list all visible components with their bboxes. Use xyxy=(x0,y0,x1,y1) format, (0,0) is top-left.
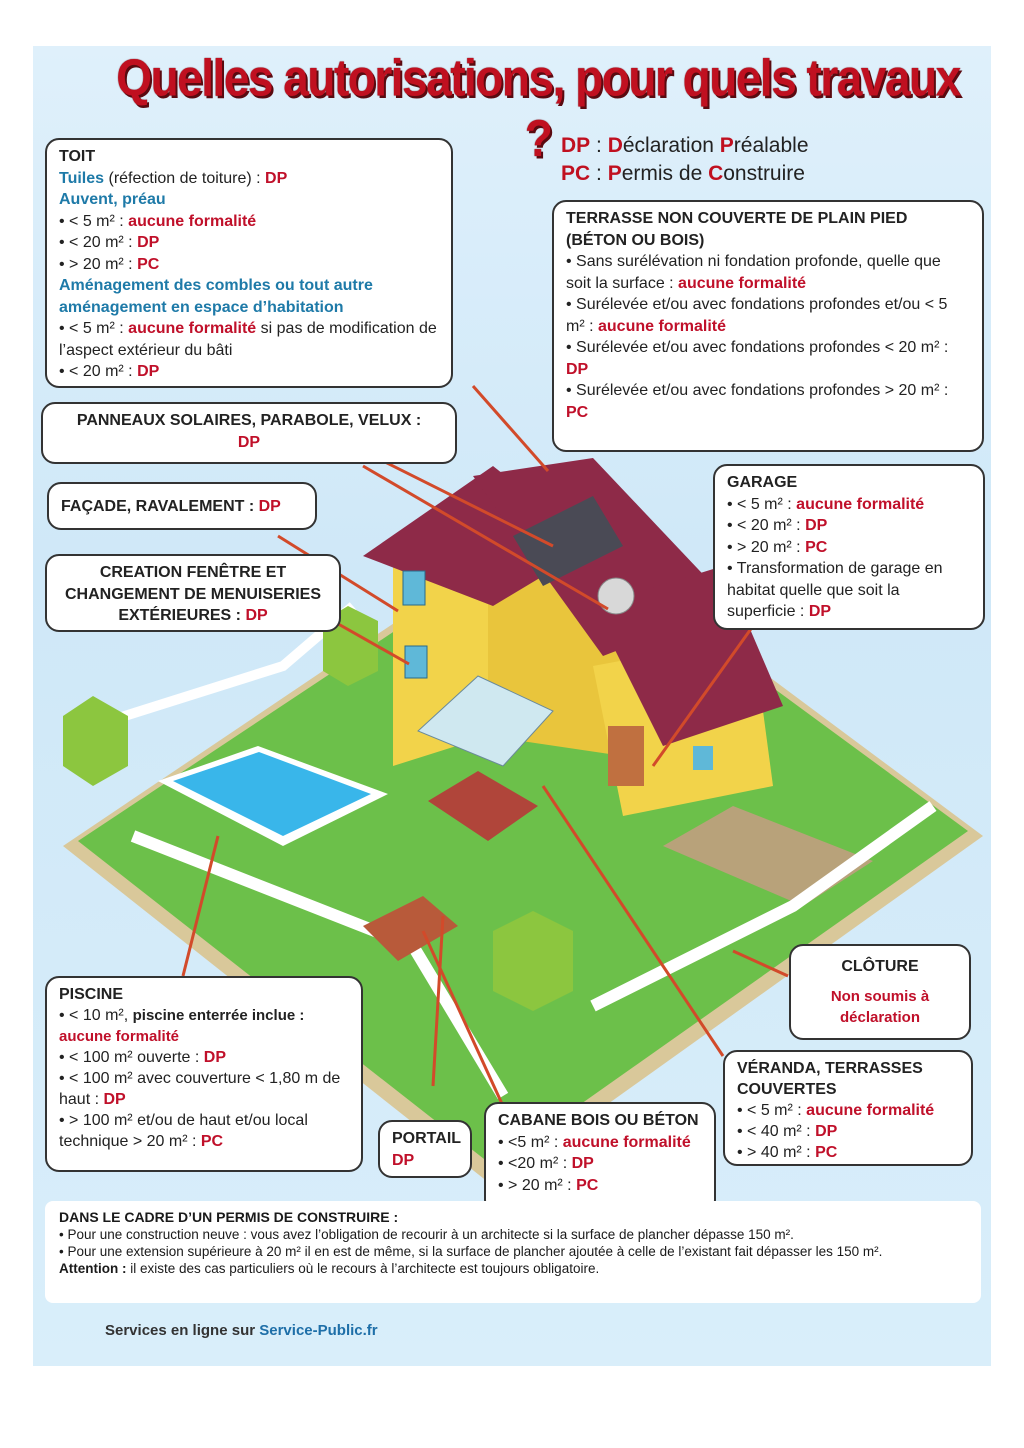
legend-pc-rest2: onstruire xyxy=(723,162,805,185)
terrasse-l1-text: • Sans surélévation ni fondation profonde, quelle que soit la surface : xyxy=(566,253,941,292)
window-upper xyxy=(403,571,425,605)
toit-auvent-1 xyxy=(59,211,439,233)
poster xyxy=(33,46,991,1366)
toit-tuiles-label: Tuiles xyxy=(59,169,105,187)
terrasse-l3-text: • Surélevée et/ou avec fondations profondes < 20 m² : xyxy=(566,339,949,356)
piscine-l1-bold: piscine enterrée inclue : xyxy=(132,1007,305,1024)
toit-tuiles-value: DP xyxy=(265,169,288,187)
legend-dp-rest2: réalable xyxy=(733,134,809,157)
garage-l1 xyxy=(727,494,971,516)
toit-combles-1 xyxy=(59,318,439,361)
cabane-l2-text: • <20 m² : xyxy=(498,1155,572,1172)
legend-pc xyxy=(561,160,809,188)
terrasse-box xyxy=(552,200,984,452)
terrasse-l4-value: PC xyxy=(566,403,589,421)
piscine-l2-text: • < 100 m² ouverte : xyxy=(59,1049,204,1066)
panneaux-heading: PANNEAUX SOLAIRES, PARABOLE, VELUX : xyxy=(76,412,422,429)
cabane-l1-text: • <5 m² : xyxy=(498,1133,563,1151)
garage-l1-text: • < 5 m² : xyxy=(727,495,797,513)
footer-site-link[interactable]: Service-Public.fr xyxy=(259,1322,378,1339)
garage-heading: GARAGE xyxy=(727,474,798,491)
toit-combles-2 xyxy=(59,361,439,383)
veranda-l1-value: aucune formalité xyxy=(806,1102,935,1119)
piscine-l2 xyxy=(59,1047,349,1068)
cabane-l1 xyxy=(498,1132,702,1154)
toit-auvent-1-value: aucune formalité xyxy=(128,212,257,230)
veranda-l3 xyxy=(737,1142,959,1163)
toit-auvent-label: Auvent, préau xyxy=(59,191,166,208)
veranda-l2-text: • < 40 m² : xyxy=(737,1123,816,1140)
permis-heading: DANS LE CADRE D’UN PERMIS DE CONSTRUIRE : xyxy=(59,1209,399,1225)
permis-attention xyxy=(59,1260,967,1277)
terrasse-l3 xyxy=(566,337,970,380)
cloture-value: Non soumis à déclaration xyxy=(830,987,930,1026)
fenetre-heading: CREATION FENÊTRE ET CHANGEMENT DE MENUISERIES EXTÉRIEURES : xyxy=(64,564,322,624)
garage-l4-text: • Transformation de garage en habitat quelle que soit la superficie : xyxy=(727,560,943,620)
panneaux-value: DP xyxy=(237,433,261,451)
legend-dp-p: P xyxy=(719,134,734,157)
cabane-l3-value: PC xyxy=(576,1176,599,1194)
facade-box xyxy=(47,482,317,530)
legend-pc-c: C xyxy=(708,162,724,185)
satellite-dish xyxy=(598,578,634,614)
legend-dp-d: D xyxy=(607,134,623,157)
legend-pc-p: P xyxy=(607,162,622,185)
toit-combles-1-value: aucune formalité xyxy=(128,320,257,337)
piscine-heading: PISCINE xyxy=(59,986,124,1003)
piscine-l3-text: • < 100 m² avec couverture < 1,80 m de haut : xyxy=(59,1070,341,1108)
toit-auvent-2-text: • < 20 m² : xyxy=(59,234,138,251)
cloture-heading: CLÔTURE xyxy=(841,958,919,975)
veranda-l1-text: • < 5 m² : xyxy=(737,1102,807,1119)
cabane-l3 xyxy=(498,1175,702,1197)
permis-attention-text: il existe des cas particuliers où le recours à l’architecte est toujours obligatoire. xyxy=(126,1261,600,1276)
legend-dp-abbr: DP xyxy=(561,134,591,157)
piscine-box xyxy=(45,976,363,1172)
cabane-box xyxy=(484,1102,716,1214)
footer xyxy=(105,1322,378,1339)
piscine-l1-text: • < 10 m², xyxy=(59,1007,133,1024)
piscine-l1-value: aucune formalité xyxy=(59,1028,180,1045)
piscine-l3 xyxy=(59,1068,349,1110)
portail-heading: PORTAIL xyxy=(392,1130,462,1147)
cabane-heading: CABANE BOIS OU BÉTON xyxy=(498,1112,699,1129)
toit-combles-1-rest: si pas de modification de l’aspect extérieur du bâti xyxy=(59,320,437,359)
toit-auvent-2 xyxy=(59,232,439,254)
piscine-l4-value: PC xyxy=(200,1133,224,1150)
terrasse-l2-value: aucune formalité xyxy=(598,317,727,335)
piscine-l2-value: DP xyxy=(203,1049,227,1066)
terrasse-l4-text: • Surélevée et/ou avec fondations profondes > 20 m² : xyxy=(566,382,949,399)
veranda-l3-text: • > 40 m² : xyxy=(737,1144,816,1161)
garage-l2 xyxy=(727,515,971,537)
terrasse-l2 xyxy=(566,294,970,337)
terrasse-l1 xyxy=(566,251,970,294)
toit-tuiles xyxy=(59,168,439,190)
legend-dp-sep: : xyxy=(590,134,608,157)
terrasse-l2-text: • Surélevée et/ou avec fondations profondes et/ou < 5 m² : xyxy=(566,296,948,335)
toit-auvent-1-text: • < 5 m² : xyxy=(59,212,129,230)
toit-heading: TOIT xyxy=(59,148,96,165)
permis-note xyxy=(45,1201,981,1303)
toit-combles-2-value: DP xyxy=(137,363,160,380)
tree-front xyxy=(493,911,573,1011)
veranda-l2 xyxy=(737,1121,959,1142)
toit-combles-2-text: • < 20 m² : xyxy=(59,363,138,380)
cloture-box xyxy=(789,944,971,1040)
portail-value: DP xyxy=(392,1151,415,1169)
toit-box xyxy=(45,138,453,388)
terrasse-l1-value: aucune formalité xyxy=(678,274,807,292)
facade-value: DP xyxy=(258,498,281,515)
piscine-l4-text: • > 100 m² et/ou de haut et/ou local technique > 20 m² : xyxy=(59,1112,308,1150)
legend-pc-rest1: ermis de xyxy=(621,162,709,185)
terrasse-l4 xyxy=(566,380,970,423)
legend-dp xyxy=(561,132,809,160)
permis-l1: • Pour une construction neuve : vous avez l’obligation de recourir à un architecte si la surface de plancher dépasse 150 m². xyxy=(59,1227,794,1242)
fenetre-box xyxy=(45,554,341,632)
panneaux-box xyxy=(41,402,457,464)
legend-dp-rest1: éclaration xyxy=(622,134,720,157)
cabane-l2 xyxy=(498,1153,702,1175)
garage-l4-value: DP xyxy=(808,603,832,620)
veranda-l1 xyxy=(737,1100,959,1121)
legend xyxy=(561,132,809,188)
garage-l3-value: PC xyxy=(805,538,828,556)
cabane-l1-value: aucune formalité xyxy=(562,1133,691,1151)
garage-box xyxy=(713,464,985,630)
garage-l2-text: • < 20 m² : xyxy=(727,517,806,534)
toit-combles-label: Aménagement des combles ou tout autre aménagement en espace d’habitation xyxy=(59,277,373,316)
piscine-l4 xyxy=(59,1110,349,1152)
permis-l2: • Pour une extension supérieure à 20 m² il en est de même, si la surface de plancher ajoutée à celle de l’existant fait dépasser les 150 m². xyxy=(59,1244,883,1259)
page-title: Quelles autorisations, pour quels travaux ? xyxy=(116,48,960,168)
toit-combles-1-text: • < 5 m² : xyxy=(59,320,129,337)
toit-tuiles-text: (réfection de toiture) : xyxy=(104,169,266,187)
garage-door xyxy=(608,726,644,786)
permis-attention-label: Attention : xyxy=(59,1261,127,1276)
facade-heading: FAÇADE, RAVALEMENT : xyxy=(61,498,259,515)
tree-left xyxy=(63,696,128,786)
garage-l3 xyxy=(727,537,971,559)
footer-prefix: Services en ligne sur xyxy=(105,1322,260,1339)
legend-pc-abbr: PC xyxy=(561,162,591,185)
cabane-l3-text: • > 20 m² : xyxy=(498,1176,577,1194)
veranda-heading: VÉRANDA, TERRASSES COUVERTES xyxy=(737,1060,923,1098)
veranda-box xyxy=(723,1050,973,1166)
terrasse-heading: TERRASSE NON COUVERTE DE PLAIN PIED (BÉTON OU BOIS) xyxy=(566,210,908,249)
garage-l3-text: • > 20 m² : xyxy=(727,538,806,556)
legend-pc-sep: : xyxy=(590,162,608,185)
piscine-l1 xyxy=(59,1005,349,1026)
terrasse-l3-value: DP xyxy=(566,360,589,378)
piscine-l3-value: DP xyxy=(103,1091,126,1108)
cabane-l2-value: DP xyxy=(571,1155,594,1172)
garage-l1-value: aucune formalité xyxy=(796,495,925,513)
toit-auvent-3-text: • > 20 m² : xyxy=(59,255,138,273)
fenetre-value: DP xyxy=(245,607,268,624)
veranda-l2-value: DP xyxy=(815,1123,838,1140)
garage-l4 xyxy=(727,558,971,623)
toit-auvent-3 xyxy=(59,254,439,276)
toit-auvent-3-value: PC xyxy=(137,255,160,273)
portail-box xyxy=(378,1120,472,1178)
toit-auvent-2-value: DP xyxy=(137,234,160,251)
garage-l2-value: DP xyxy=(805,517,828,534)
veranda-l3-value: PC xyxy=(815,1144,838,1161)
